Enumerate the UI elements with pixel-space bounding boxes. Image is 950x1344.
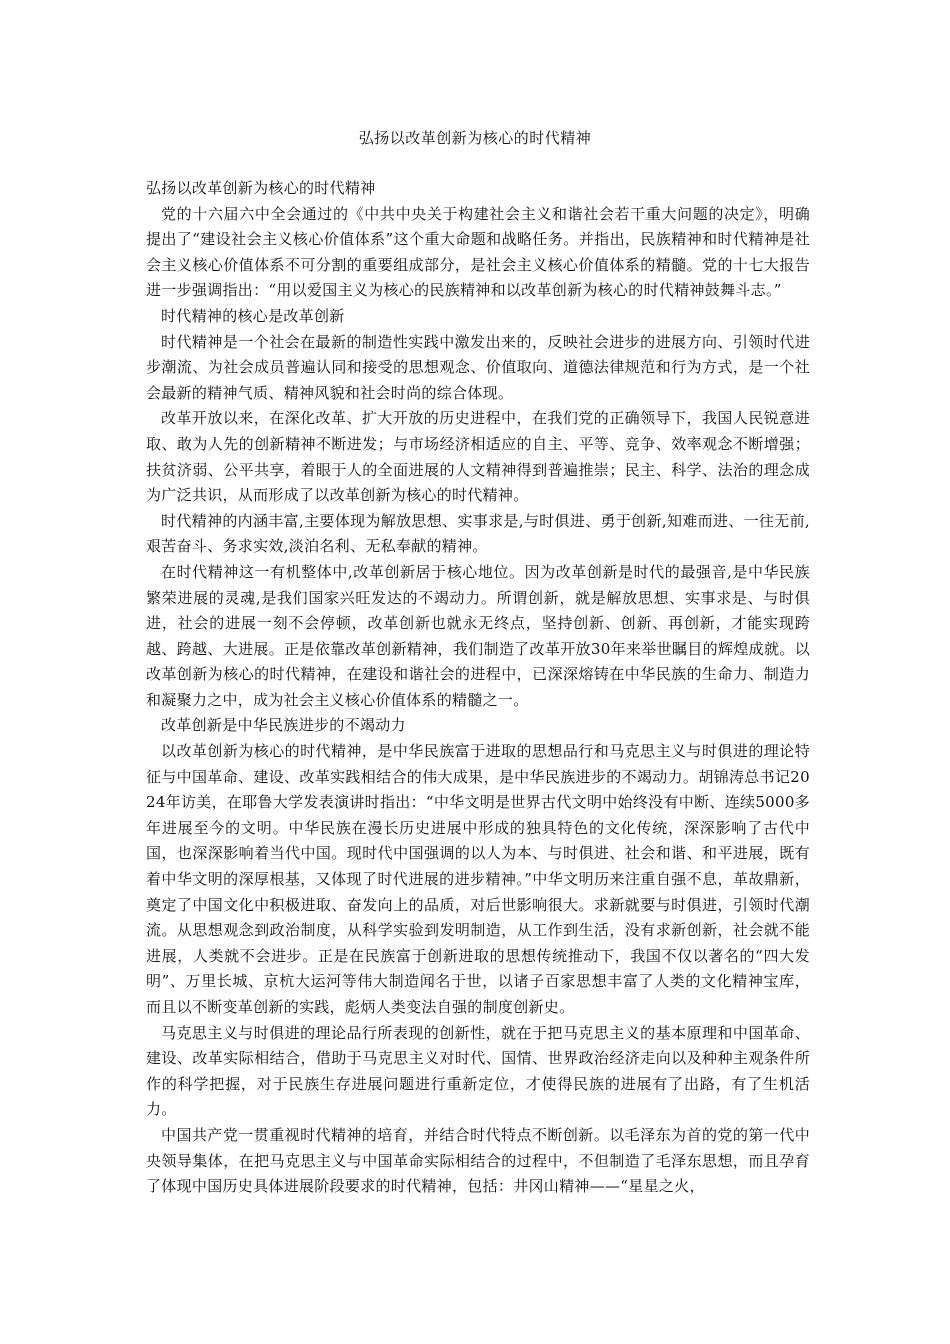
paragraph: 马克思主义与时俱进的理论品行所表现的创新性，就在于把马克思主义的基本原理和中国革命、建设、改革实际相结合，借助于马克思主义对时代、国情、世界政治经济走向以及种种主观条件所作的科学把握，对于民族生存进展问题进行重新定位，才使得民族的进展有了出路，有了生机活力。 <box>146 1023 810 1119</box>
paragraph: 时代精神是一个社会在最新的制造性实践中激发出来的，反映社会进步的进展方向、引领时代进步潮流、为社会成员普遍认同和接受的思想观念、价值取向、道德法律规范和行为方式，是一个社会最新的精神气质、精神风貌和社会时尚的综合体现。 <box>146 332 810 402</box>
paragraph: 在时代精神这一有机整体中,改革创新居于核心地位。因为改革创新是时代的最强音,是中华民族繁荣进展的灵魂,是我们国家兴旺发达的不竭动力。所谓创新，就是解放思想、实事求是、与时俱进，社会的进展一刻不会停顿，改革创新也就永无终点，坚持创新、创新、再创新，才能实现跨越、跨越、大进展。正是依靠改革创新精神，我们制造了改革开放30年来举世瞩目的辉煌成就。以改革创新为核心的时代精神，在建设和谐社会的进程中，已深深熔铸在中华民族的生命力、制造力和凝聚力之中，成为社会主义核心价值体系的精髓之一。 <box>146 562 810 709</box>
paragraph-heading: 弘扬以改革创新为核心的时代精神 <box>146 179 376 197</box>
document-body <box>146 176 810 1200</box>
paragraph: 时代精神的内涵丰富,主要体现为解放思想、实事求是,与时俱进、勇于创新,知难而进、一往无前,艰苦奋斗、务求实效,淡泊名利、无私奉献的精神。 <box>146 511 810 556</box>
section-heading: 改革创新是中华民族进步的不竭动力 <box>161 716 406 735</box>
paragraph: 党的十六届六中全会通过的《中共中央关于构建社会主义和谐社会若干重大问题的决定》，明确提出了“建设社会主义核心价值体系”这个重大命题和战略任务。并指出，民族精神和时代精神是社会主义核心价值体系不可分割的重要组成部分，是社会主义核心价值体系的精髓。党的十七大报告进一步强调指出：“用以爱国主义为核心的民族精神和以改革创新为核心的时代精神鼓舞斗志。” <box>146 204 810 300</box>
paragraph: 以改革创新为核心的时代精神，是中华民族富于进取的思想品行和马克思主义与时俱进的理论特征与中国革命、建设、改革实践相结合的伟大成果，是中华民族进步的不竭动力。胡锦涛总书记2024年访美，在耶鲁大学发表演讲时指出：“中华文明是世界古代文明中始终没有中断、连续5000多年进展至今的文明。中华民族在漫长历史进展中形成的独具特色的文化传统，深深影响了古代中国，也深深影响着当代中国。现时代中国强调的以人为本、与时俱进、社会和谐、和平进展，既有着中华文明的深厚根基，又体现了时代进展的进步精神。”中华文明历来注重自强不息，革故鼎新，奠定了中国文化中积极进取、奋发向上的品质，对后世影响很大。求新就要与时俱进，引领时代潮流。从思想观念到政治制度，从科学实验到发明制造，从工作到生活，没有求新创新，社会就不能进展，人类就不会进步。正是在民族富于创新进取的思想传统推动下，我国不仅以著名的“四大发明”、万里长城、京杭大运河等伟大制造闻名于世，以诸子百家思想丰富了人类的文化精神宝库，而且以不断变革创新的实践，彪炳人类变法自强的制度创新史。 <box>146 742 810 1016</box>
paragraph: 中国共产党一贯重视时代精神的培育，并结合时代特点不断创新。以毛泽东为首的党的第一代中央领导集体，在把马克思主义与中国革命实际相结合的过程中，不但制造了毛泽东思想，而且孕育了体现中国历史具体进展阶段要求的时代精神，包括：井冈山精神——“星星之火， <box>146 1125 810 1196</box>
section-heading: 时代精神的核心是改革创新 <box>161 306 345 325</box>
paragraph: 改革开放以来，在深化改革、扩大开放的历史进程中，在我们党的正确领导下，我国人民锐意进取、敢为人先的创新精神不断进发；与市场经济相适应的自主、平等、竞争、效率观念不断增强；扶贫济弱、公平共享，着眼于人的全面进展的人文精神得到普遍推崇；民主、科学、法治的理念成为广泛共识，从而形成了以改革创新为核心的时代精神。 <box>146 409 810 505</box>
document-title: 弘扬以改革创新为核心的时代精神 <box>358 129 592 147</box>
